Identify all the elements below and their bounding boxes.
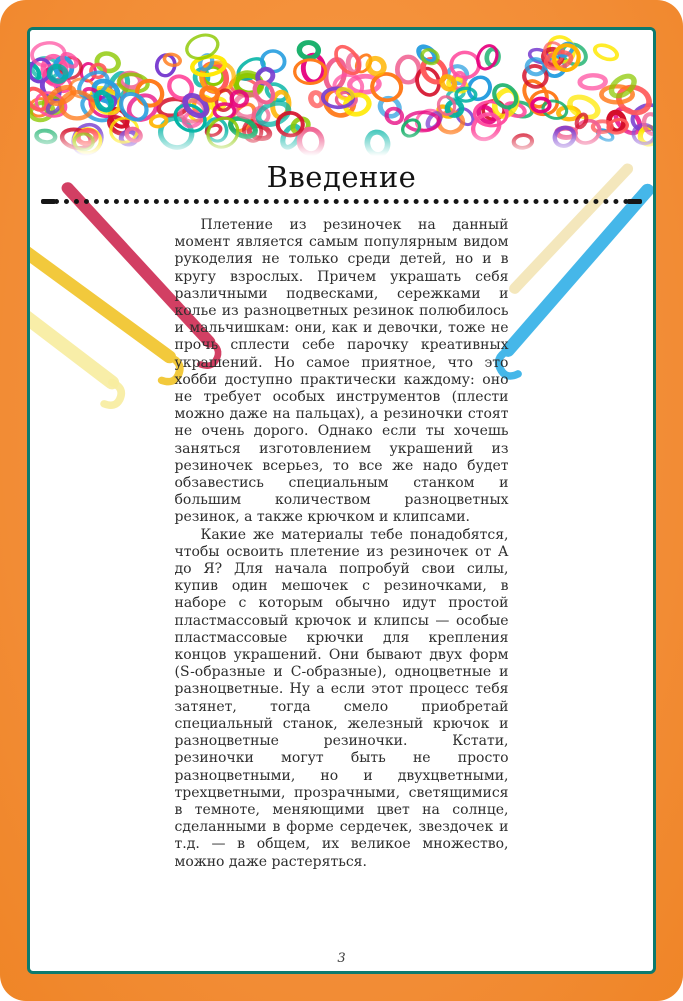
page-number: 3 xyxy=(337,951,346,966)
paragraph-1: Плетение из резиночек на данный момент является самым популярным видом рукоделия не только среди детей, но и в кругу взрослых. Причем украшать себя различными подвесками, сережками и колье из разноцветных резинок полюбилось и мальчишкам: они, как и девочки, тоже не прочь сплести себе парочку креативных украшений. Но самое приятное, что это хобби доступно практически каждому: оно не требует особых инструментов (плести можно даже на пальцах), а резиночки стоят не очень дорого. Однако если ты хочешь заняться изготовлением украшений из резиночек всерьез, то все же надо будет обзавестись специальным станком и большим количеством разноцветных резинок, а также крючком и клипсами. xyxy=(174,217,509,526)
rubber-bands-photo xyxy=(30,30,653,156)
page-content xyxy=(27,27,656,974)
body-text-column xyxy=(175,217,509,871)
paragraph-2: Какие же материалы тебе понадобятся, чтобы освоить плетение из резиночек от А до Я? Для начала попробуй свои силы, купив один мешочек с резиночками, в наборе с которым обычно идут простой пластмассовый крючок и клипсы — особые пластмассовые крючки для крепления концов украшений. Они бывают двух форм (S-образные и С-образные), одноцветные и разноцветные. Ну а если этот процесс тебя затянет, тогда смело приобретай специальный станок, железный крючок и разноцветные резиночки. Кстати, резиночки могут быть не просто разноцветными, но и двухцветными, трехцветными, прозрачными, светящимися в темноте, меняющими цвет на солнце, сделанными в форме сердечек, звездочек и т.д. — в общем, их великое множество, можно даже растеряться. xyxy=(174,526,509,870)
photo-fade xyxy=(30,130,653,156)
page-title: Введение xyxy=(266,160,417,194)
body-text-area xyxy=(30,204,653,971)
